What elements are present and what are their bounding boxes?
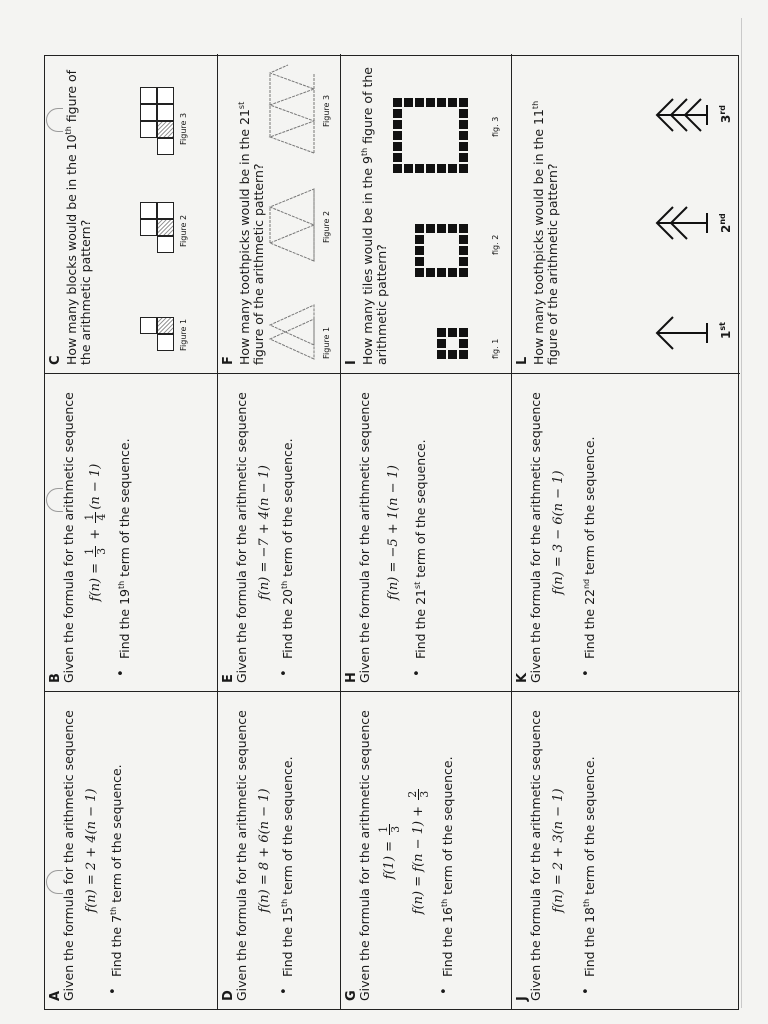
prompt-text: How many toothpicks would be in the 21: [237, 109, 253, 365]
figure-label: fig. 1: [491, 338, 500, 359]
figure-label: [718, 322, 733, 339]
fraction: [84, 512, 107, 523]
tile: [459, 328, 468, 337]
card-letter: K: [515, 672, 530, 683]
task-text: term of the sequence.: [280, 756, 296, 899]
scan-page-edge: [741, 18, 742, 1008]
bullet: •: [277, 669, 292, 677]
tile: [437, 328, 446, 337]
task-text: Find the 19: [117, 589, 133, 659]
prompt-text: How many blocks would be in the 10: [64, 134, 80, 365]
tile: [415, 235, 424, 244]
fraction: [84, 546, 107, 557]
ordinal-suffix: th: [582, 898, 591, 908]
card-prompt: Given the formula for the arithmetic sequence: [357, 710, 372, 1001]
numerator: 2: [406, 790, 419, 798]
card-f: [218, 54, 341, 373]
ordinal-suffix: th: [531, 100, 540, 110]
prompt-text: figure of the arithmetic pattern?: [64, 69, 94, 365]
tile: [459, 164, 468, 173]
task-text: term of the sequence.: [582, 756, 598, 899]
figure-label: Figure 2: [322, 210, 331, 243]
tile: [393, 153, 402, 162]
task-item: [107, 700, 124, 1001]
ordinal-suffix: th: [109, 906, 118, 915]
triangle-outline: [270, 189, 314, 261]
tile: [437, 164, 446, 173]
figure-number: 1: [719, 330, 733, 339]
figure-label: Figure 2: [179, 214, 188, 247]
tile: [404, 98, 413, 107]
prompt-text: figure of the arithmetic pattern?: [545, 163, 561, 365]
figure-label: Figure 3: [322, 94, 331, 127]
card-c: [45, 54, 218, 373]
task-text: term of the sequence.: [280, 438, 296, 581]
block: [157, 236, 174, 253]
card-e: [218, 373, 341, 691]
figure-label: [718, 213, 733, 233]
card-b: [45, 373, 218, 691]
block: [140, 87, 157, 104]
tile: [448, 268, 457, 277]
card-letter: J: [515, 996, 530, 1001]
card-letter: I: [344, 360, 359, 365]
block: [157, 87, 174, 104]
tile: [459, 246, 468, 255]
tile: [404, 164, 413, 173]
task-card-grid: [44, 55, 739, 1010]
card-prompt: Given the formula for the arithmetic sequence: [234, 710, 249, 1001]
card-prompt: Given the formula for the arithmetic sequence: [528, 392, 543, 683]
card-letter: C: [48, 355, 63, 365]
tile: [437, 350, 446, 359]
task-text: term of the sequence.: [109, 764, 125, 907]
tile: [459, 142, 468, 151]
tile: [415, 224, 424, 233]
formula: f(n) = 8 + 6(n − 1): [257, 788, 272, 913]
task-text: Find the 21: [413, 589, 429, 659]
block: [157, 121, 174, 138]
tile: [437, 98, 446, 107]
bullet: •: [437, 987, 452, 995]
tile: [459, 131, 468, 140]
block: [157, 334, 174, 351]
prompt-text: How many tiles would be in the 9: [360, 156, 376, 365]
tile: [459, 268, 468, 277]
task-text: Find the 7: [109, 914, 125, 977]
figure-label: Figure 1: [179, 318, 188, 351]
tile: [448, 164, 457, 173]
tile: [459, 224, 468, 233]
formula: f(n) = 2 + 4(n − 1): [84, 788, 99, 913]
tile: [426, 268, 435, 277]
tile: [393, 120, 402, 129]
formula: f(n) = −7 + 4(n − 1): [257, 464, 272, 601]
figure-label: Figure 1: [322, 326, 331, 359]
triangle-outline: [270, 319, 314, 359]
tile: [459, 257, 468, 266]
card-prompt: Given the formula for the arithmetic sequence: [528, 710, 543, 1001]
toothpick-trees: [512, 54, 740, 373]
tile: [459, 339, 468, 348]
formula: [84, 382, 107, 683]
numerator: 1: [83, 513, 96, 521]
block: [140, 121, 157, 138]
tile: [448, 98, 457, 107]
tile: [415, 257, 424, 266]
figure-label: fig. 2: [491, 234, 500, 255]
denominator: 3: [418, 790, 431, 798]
task-text: Find the 22: [582, 589, 598, 659]
ordinal-suffix: nd: [582, 578, 591, 590]
ordinal-suffix: th: [64, 126, 73, 135]
numerator: 1: [377, 825, 390, 833]
tile: [437, 268, 446, 277]
formula-part: f(1) =: [382, 836, 397, 880]
formula: f(n) = −5 + 1(n − 1): [386, 464, 401, 601]
tile: [459, 120, 468, 129]
bullet: •: [114, 669, 129, 677]
bullet: •: [277, 987, 292, 995]
task-item: [411, 382, 428, 683]
block: [140, 219, 157, 236]
card-j: [512, 691, 740, 1009]
tile: [437, 339, 446, 348]
bullet: •: [410, 669, 425, 677]
task-item: [580, 382, 597, 683]
tile-figures: [341, 55, 512, 373]
task-item: [438, 700, 455, 1001]
fraction: [407, 789, 430, 800]
block: [140, 202, 157, 219]
tile: [437, 224, 446, 233]
tile: [415, 164, 424, 173]
card-g: [341, 691, 512, 1009]
figure-label: Figure 3: [179, 112, 188, 145]
worksheet-page: [44, 55, 739, 1010]
card-prompt: Given the formula for the arithmetic sequence: [234, 392, 249, 683]
toothpick-tree: [657, 99, 707, 131]
bullet: •: [106, 987, 121, 995]
card-letter: E: [221, 674, 236, 683]
prompt-text: figure of the arithmetic pattern?: [360, 67, 390, 365]
prompt-text: figure of the arithmetic pattern?: [251, 163, 267, 365]
block: [157, 104, 174, 121]
task-item: [115, 382, 132, 683]
card-letter: D: [221, 990, 236, 1001]
task-text: Find the 15: [280, 907, 296, 977]
tile: [393, 164, 402, 173]
task-item: [278, 382, 295, 683]
block: [157, 138, 174, 155]
formula-part: f(n) = f(n − 1) +: [411, 801, 426, 915]
tile: [426, 164, 435, 173]
fraction: [378, 824, 401, 835]
formula: f(n) = 3 − 6(n − 1): [551, 470, 566, 595]
denominator: 4: [95, 513, 108, 521]
ordinal-suffix: st: [413, 581, 422, 590]
ordinal-suffix: st: [718, 322, 727, 331]
card-prompt: Given the formula for the arithmetic sequence: [61, 392, 76, 683]
numerator: 1: [83, 547, 96, 555]
card-letter: F: [221, 356, 236, 365]
tile: [393, 131, 402, 140]
ordinal-suffix: st: [237, 101, 246, 110]
toothpick-tree: [657, 207, 707, 239]
formula-part: f(n) =: [88, 558, 103, 602]
formula-part: +: [88, 524, 103, 544]
bullet: •: [579, 987, 594, 995]
ordinal-suffix: th: [360, 147, 369, 157]
triangle-outline: [270, 65, 314, 153]
card-a: [45, 691, 218, 1009]
tile: [459, 235, 468, 244]
card-k: [512, 373, 740, 691]
block: [140, 104, 157, 121]
prompt-text: How many toothpicks would be in the 11: [531, 109, 547, 365]
block: [140, 317, 157, 334]
task-text: term of the sequence.: [117, 438, 133, 581]
ordinal-suffix: th: [280, 898, 289, 908]
card-letter: L: [515, 356, 530, 365]
tile: [426, 98, 435, 107]
card-i: [341, 54, 512, 373]
tile: [415, 246, 424, 255]
task-item: [278, 700, 295, 1001]
block: [157, 317, 174, 334]
figure-label: fig. 3: [491, 116, 500, 137]
denominator: 3: [389, 825, 402, 833]
tile: [393, 109, 402, 118]
ordinal-suffix: th: [440, 898, 449, 908]
tile: [426, 224, 435, 233]
task-text: Find the 20: [280, 589, 296, 659]
figure-number: 3: [719, 114, 733, 123]
bullet: •: [579, 669, 594, 677]
task-text: term of the sequence.: [413, 439, 429, 582]
tile: [459, 109, 468, 118]
card-letter: G: [344, 990, 359, 1001]
card-letter: B: [48, 673, 63, 683]
tile: [459, 350, 468, 359]
task-text: term of the sequence.: [440, 756, 456, 899]
formula-line: [407, 787, 430, 914]
ordinal-suffix: nd: [718, 213, 727, 225]
tile: [448, 350, 457, 359]
ordinal-suffix: th: [280, 580, 289, 590]
triangle-outline: [270, 305, 314, 345]
tile: [459, 153, 468, 162]
tile: [415, 268, 424, 277]
task-text: Find the 18: [582, 907, 598, 977]
card-l: [512, 54, 740, 373]
denominator: 3: [95, 547, 108, 555]
tile: [448, 328, 457, 337]
formula: f(n) = 2 + 3(n − 1): [551, 788, 566, 913]
formula-part: (n − 1): [88, 463, 103, 510]
block: [157, 202, 174, 219]
block: [157, 219, 174, 236]
figure-number: 2: [719, 224, 733, 233]
ordinal-suffix: th: [117, 580, 126, 590]
card-d: [218, 691, 341, 1009]
tile: [393, 98, 402, 107]
tile: [448, 224, 457, 233]
card-letter: H: [344, 672, 359, 683]
card-letter: A: [48, 990, 63, 1001]
card-prompt: Given the formula for the arithmetic sequence: [357, 392, 372, 683]
recursive-formula: [378, 700, 430, 1001]
card-h: [341, 373, 512, 691]
ordinal-suffix: rd: [718, 104, 727, 115]
toothpick-tree: [657, 317, 707, 349]
block-figures: [45, 55, 218, 373]
formula-line: [378, 822, 401, 879]
tile: [393, 142, 402, 151]
figure-label: [718, 105, 733, 123]
task-item: [580, 700, 597, 1001]
task-text: term of the sequence.: [582, 436, 598, 579]
tile: [415, 98, 424, 107]
card-prompt: Given the formula for the arithmetic sequence: [61, 710, 76, 1001]
tile: [459, 98, 468, 107]
task-text: Find the 16: [440, 907, 456, 977]
